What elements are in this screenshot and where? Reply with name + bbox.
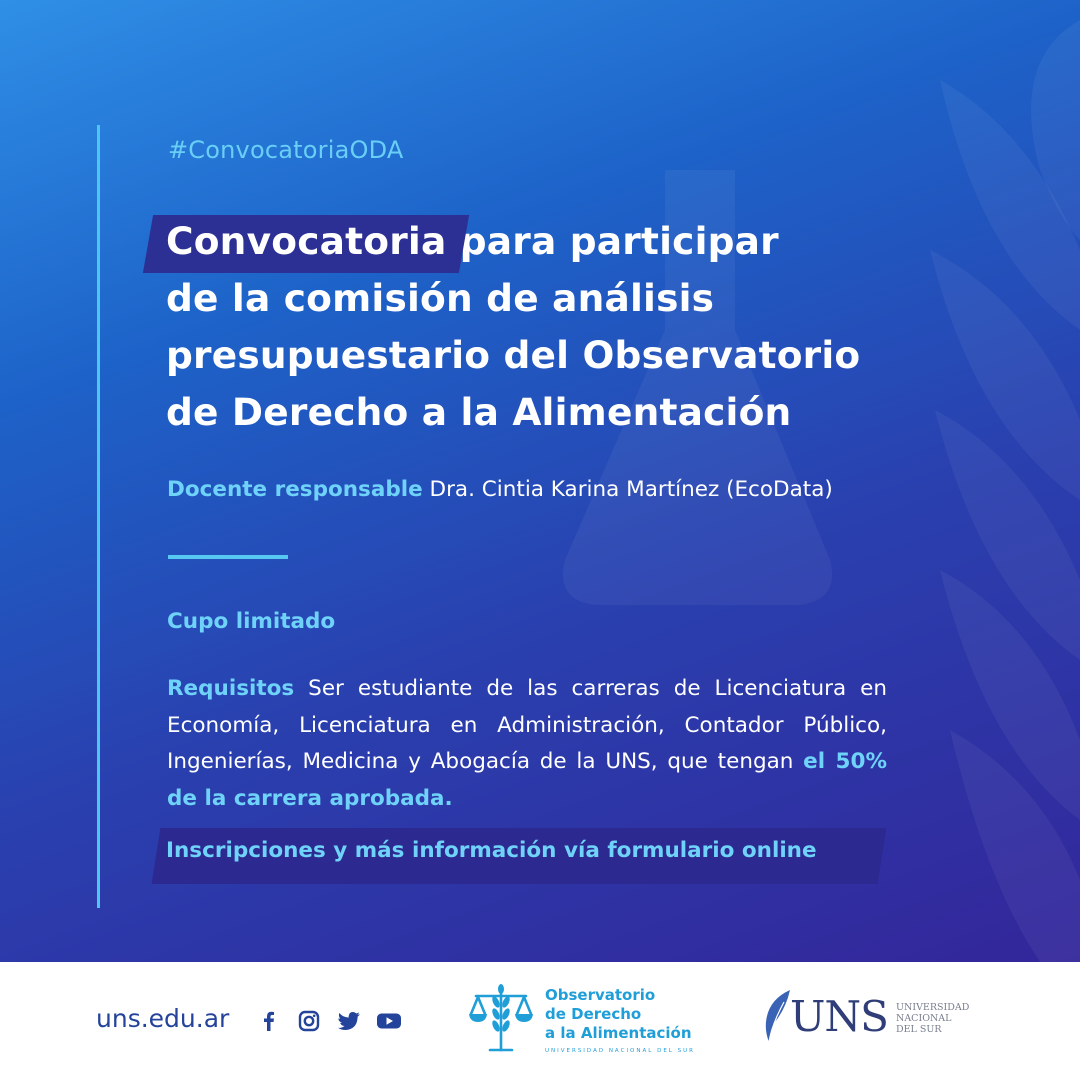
uns-logo-line3: DEL SUR: [896, 1024, 942, 1035]
requisitos-emphasis: el 50% de la carrera aprobada.: [167, 749, 888, 811]
requisitos-paragraph: [167, 671, 887, 817]
hashtag: #ConvocatoriaODA: [168, 136, 404, 164]
instagram-icon[interactable]: [298, 1010, 320, 1032]
requisitos-text: Ser estudiante de las carreras de Licenciatura en Economía, Licenciatura en Administración, Contador Público, Ingenierías, Medicina y Abogacía de la UNS, que tengan: [167, 676, 887, 774]
uns-logo-text: [896, 1002, 969, 1035]
headline-highlight: Convocatoria: [166, 213, 446, 270]
headline-line4: de Derecho a la Alimentación: [166, 390, 792, 434]
facebook-icon[interactable]: [258, 1010, 280, 1032]
headline: [166, 213, 1046, 441]
uns-logo-line1: UNIVERSIDAD: [896, 1002, 970, 1013]
docente-label: Docente responsable: [167, 477, 423, 502]
headline-line3: presupuestario del Observatorio: [166, 333, 861, 377]
headline-line2: de la comisión de análisis: [166, 276, 715, 320]
footer: [0, 962, 1080, 1080]
oda-logo-text: [545, 986, 692, 1043]
twitter-icon[interactable]: [337, 1010, 361, 1032]
divider: [168, 555, 288, 559]
requisitos-label: Requisitos: [167, 676, 295, 701]
cupo-limitado: Cupo limitado: [167, 609, 336, 634]
accent-vertical-line: [97, 125, 100, 908]
quill-icon: [760, 988, 794, 1044]
oda-logo-subline: UNIVERSIDAD NACIONAL DEL SUR: [545, 1048, 695, 1054]
cta-text[interactable]: Inscripciones y más información vía formulario online: [166, 838, 817, 863]
youtube-icon[interactable]: [376, 1010, 402, 1032]
uns-logo-line2: NACIONAL: [896, 1013, 952, 1024]
docente-value: Dra. Cintia Karina Martínez (EcoData): [422, 477, 833, 502]
oda-logo-line2: de Derecho: [545, 1005, 642, 1023]
oda-logo-line3: a la Alimentación: [545, 1024, 692, 1042]
docente-responsable: [167, 477, 833, 502]
oda-scale-logo: [466, 982, 536, 1056]
uns-logo-acronym: UNS: [790, 992, 888, 1041]
headline-line1-rest: para participar: [446, 219, 779, 263]
oda-logo-line1: Observatorio: [545, 986, 656, 1004]
website-link[interactable]: uns.edu.ar: [96, 1004, 230, 1033]
